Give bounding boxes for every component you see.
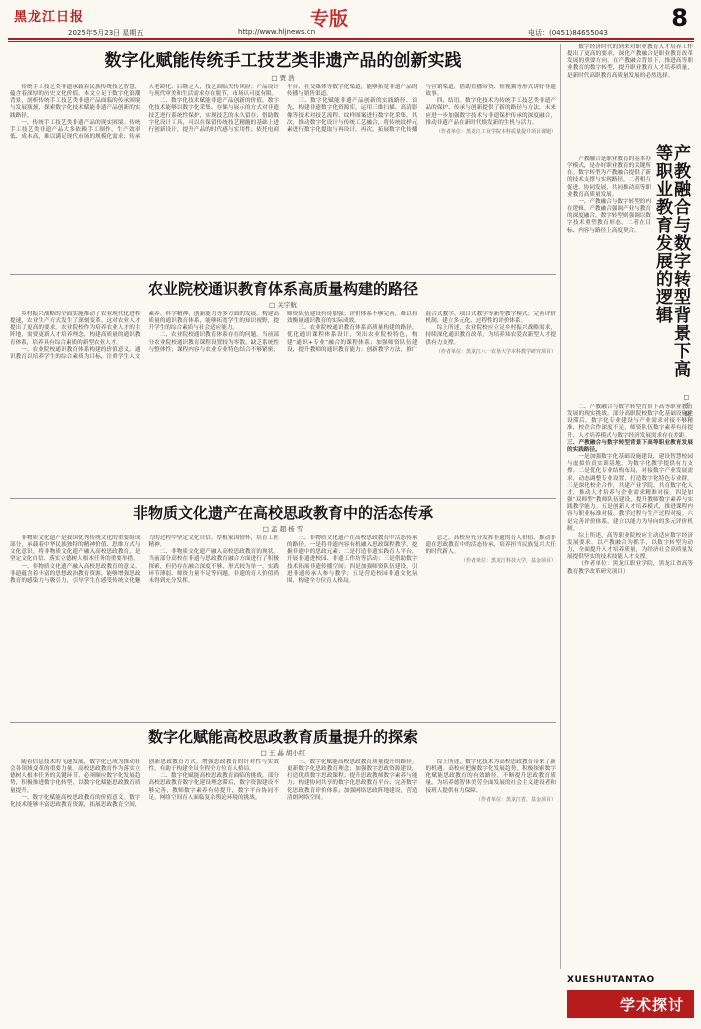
paragraph: 一、农业院校通识教育体系构建的价值意义。通识教育以培养学生的综合素质为目标，注重学生人文素养、科学精神、创新能力等多方面的发展。构建高质量的通识教育体系，能够拓宽学生的知识视野，提升学生的综合素质与社会适应能力。 xyxy=(10,311,279,360)
paragraph: 一、产教融合与数字转型的内在逻辑。产教融合强调产业与教育的深度融合，数字转型则强调以数字技术重塑教育形态，二者在目标、内容与路径上高度契合。 xyxy=(567,198,651,234)
paragraph: 三、农业院校通识教育体系高质量构建的路径。优化通识课程体系设计，突出农业院校特色，构建“通识+专业”融合的课程体系；加强师资队伍建设，提升教师的通识教育能力；创新教学方法，推广混合式教学、项目式教学等新型教学模式；完善评价机制，建立多元化、过程性的评价体系。 xyxy=(287,311,556,353)
article-author: □ 王 晶 胡小红 xyxy=(260,749,306,757)
article-author: □ 贾 浩 xyxy=(271,74,295,82)
article-intangible-heritage xyxy=(10,502,556,733)
paragraph: 乡村振兴战略的全面实施推动了农业现代化进程提速，农业生产方式发生了深刻变革。这对农业人才提出了更高的要求。农业院校作为培养农业人才的主阵地，需要更新人才培养理念，构建高质量的通识教育体系，培养具有综合素质的新型农业人才。 xyxy=(10,311,141,346)
column-name: 学术探讨 xyxy=(619,996,684,1014)
website-url[interactable]: http://www.hljnews.cn xyxy=(238,28,316,36)
article-body xyxy=(10,759,556,1029)
author-affiliation: （作者单位：黑龙江职业学院，黑龙江省高等教育教学改革研究项目） xyxy=(567,561,693,575)
paragraph: 一、数字化赋能高校思政教育的价值意义。数字化技术能够丰富思政教育资源，拓展思政教育空间，创新思政教育方式，增强思政教育的针对性与实效性，有助于构建全员全程全方位育人格局。 xyxy=(10,759,279,808)
paragraph: 二、产教融合与数字转型背景下高等职业教育发展的现实挑战。部分高职院校数字化基础设施建设滞后，数字化专业建设与产业需求对接不够精准，校企合作深度不足，师资队伍数字素养有待提升，人才培养模式与数字经济发展需求存在差距。 xyxy=(567,404,693,439)
article-title: 数字化赋能高校思政教育质量提升的探索 xyxy=(147,728,418,746)
author-affiliation: （作者单位：黑龙江八一农垦大学本科教学研究项目） xyxy=(435,348,556,355)
article-title: 非物质文化遗产在高校思政教育中的活态传承 xyxy=(132,504,433,522)
column-name-badge xyxy=(567,990,694,1018)
article-digital-ideological xyxy=(10,726,556,1029)
article-body xyxy=(10,535,556,733)
article-body xyxy=(10,84,556,288)
paragraph: 总之，高校应充分发挥非遗的育人价值，推动非遗在思政教育中的活态传承，培养担当民族复兴大任的时代新人。 xyxy=(425,535,556,556)
divider xyxy=(10,722,556,723)
author-affiliation: （作者单位：黑龙江省，基金项目） xyxy=(475,796,556,803)
side-article-body xyxy=(567,404,693,934)
paragraph: 综上所述，高等职业院校应主动适应数字经济发展要求，以产教融合为抓手，以数字转型为动力，全面提升人才培养质量，为经济社会高质量发展提供坚实的技术技能人才支撑。 xyxy=(567,532,693,561)
side-article-title: 产教融合与数字转型背景下高等职业教育发展的逻辑 xyxy=(652,144,690,378)
side-article-author: □ 王 晓 xyxy=(683,394,690,417)
header-rule xyxy=(8,38,694,40)
article-author: □ 孟 超 杨 雪 xyxy=(262,525,304,533)
page-header xyxy=(8,4,696,40)
article-title: 数字化赋能传统手工技艺类非遗产品的创新实践 xyxy=(104,51,462,71)
divider xyxy=(10,274,556,275)
section-title: 专版 xyxy=(309,8,348,30)
phone-number: 电话：(0451)84655043 xyxy=(528,29,608,37)
column-name-pinyin: XUESHUTANTAO xyxy=(567,975,655,985)
paragraph: 一、非物质文化遗产融入高校思政教育的意义。非遗蕴含着丰富的思想政治教育资源，能够增强思政教育的感染力与吸引力，引导学生在感受传统文化魅力的过程中坚定文化自信，厚植家国情怀，培育工匠精神。 xyxy=(10,535,279,584)
paragraph: 综上所述，农业院校应立足乡村振兴战略需求，持续深化通识教育改革，为培养知农爱农新型人才提供有力支撑。 xyxy=(425,325,556,346)
paragraph: 数字经济时代的到来对职业教育人才培养工作提出了更高的要求，深化产教融合是职业教育改革发展的重要方向。在产教融合背景下，推进高等职业教育的数字转型，提升职业教育人才培养质量，是新时代高职教育高质量发展的必然选择。 xyxy=(567,44,693,79)
article-author: □ 关宇航 xyxy=(269,301,297,309)
paragraph: 非物质文化遗产是我国优秀传统文化的重要组成部分，承载着中华民族独特的精神价值、思维方式与文化意识。将非物质文化遗产融入高校思政教育，是坚定文化自信、落实立德树人根本任务的重要举措。 xyxy=(10,535,141,563)
paragraph: 四、结语。数字化技术为传统手工技艺类非遗产品的保护、传承与创新提供了新的路径与方法。未来应进一步加强数字技术与非遗保护传承的深度融合，推动非遗产品在新时代焕发新的生机与活力。 xyxy=(425,98,556,126)
paragraph: 综上所述，数字化技术为高校思政教育带来了新的机遇。高校应把握数字化发展趋势，积极探索数字化赋能思政教育的有效路径，不断提升思政教育质量，为培养德智体美劳全面发展的社会主义建设者和接班人提供有力保障。 xyxy=(425,759,556,794)
paragraph: 一是加强数字化基础设施建设，建设智慧校园与虚拟仿真实训基地，为数字化教学提供有力支撑。二是优化专业结构布局，对接数字产业发展需求，动态调整专业设置，打造数字化特色专业群。三是深化校企合作，共建产业学院、共育数字化人才，推动人才培养与企业需求精准对接。四是加强“双师型”教师队伍建设，提升教师数字素养与实践教学能力。五是创新人才培养模式，推进课程内容与职业标准对接、教学过程与生产过程对接。六是完善评价体系，建立以能力为导向的多元评价机制。 xyxy=(567,454,693,532)
paragraph: 二、数字化技术赋能非遗产品创新的价值。数字化技术能够以数字化采集、存储与展示的方式对非遗技艺进行系统性保护，实现技艺的永久留存；借助数字化设计工具，可以在保留传统技艺精髓的基础上进行创新设计，提升产品的时代感与实用性；依托电商平台、社交媒体等数字化渠道，能够拓宽非遗产品的传播与销售渠道。 xyxy=(148,84,418,133)
article-body xyxy=(10,311,556,509)
paragraph: 三、数字化赋能非遗产品创新的实践路径。首先，构建非遗数字化资源库，运用三维扫描、高清影像等技术对技艺流程、纹样图案进行数字化采集。其次，推动数字化设计与传统工艺融合，将传统纹样元素进行数字化提取与再设计。再次，拓展数字化传播与营销渠道，借助直播带货、短视频等形式讲好非遗故事。 xyxy=(287,84,556,133)
newspaper-name: 黑龙江日报 xyxy=(14,10,85,25)
column-divider xyxy=(560,44,561,969)
publish-date: 2025年5月23日 星期五 xyxy=(68,29,144,37)
paragraph: 一、传统手工技艺类非遗产品的现实困境。传统手工技艺类非遗产品大多依赖手工制作，生产效率低、成本高，难以满足现代市场的规模化需求；传承人老龄化、后继乏人，技艺面临失传风险；产品设计与现代审美和生活需求存在脱节，市场认可度有限。 xyxy=(10,84,279,141)
article-digital-heritage xyxy=(10,46,556,288)
subheading: 三、产教融合与数字转型背景下高等职业教育发展的实践路径。 xyxy=(567,439,693,453)
paragraph: 二、农业院校通识教育体系存在的问题。当前部分农业院校通识教育课程设置较为零散，缺乏系统性与整体性；课程内容与农业专业特色结合不够紧密；师资队伍建设有待加强；评价体系不够完善，难以有效衡量通识教育的实际成效。 xyxy=(148,311,418,353)
paragraph: 产教融合是职业教育的基本办学模式，是办好职业教育的关键所在。数字转型为产教融合提供了新的技术支撑与实现路径，二者相互促进、协同发展，共同推动高等职业教育高质量发展。 xyxy=(567,156,651,198)
paragraph: 二、数字化赋能高校思政教育面临的挑战。部分高校思政教育数字化建设理念滞后，数字资源建设不够完善，教师数字素养有待提升，数字平台协同不足，网络空间育人面临复杂舆论环境的挑战。 xyxy=(148,773,279,801)
article-agri-education xyxy=(10,278,556,509)
article-title: 农业院校通识教育体系高质量构建的路径 xyxy=(147,280,418,298)
page-number: 8 xyxy=(671,4,688,32)
header-rule-thin xyxy=(8,41,694,42)
author-affiliation: （作者单位：黑龙江工业学院本科质量提升项目课题） xyxy=(435,128,556,135)
side-article-body-left xyxy=(567,156,651,400)
paragraph: 随着信息技术的飞速发展，数字化已成为推动社会各领域变革的重要力量。高校思政教育作为落实立德树人根本任务的关键环节，必须顺应数字化发展趋势，积极推进数字化转型，以数字化赋能思政教育质量提升。 xyxy=(10,759,141,794)
author-affiliation: （作者单位：黑龙江科技大学，基金项目） xyxy=(460,558,556,565)
side-article-intro xyxy=(567,44,693,156)
paragraph: 传统手工技艺类非遗承载着民族传统技艺智慧，蕴含着深厚的历史文化价值。本文立足于数字化浪潮背景，剖析传统手工技艺类非遗产品面临的传承困境与发展瓶颈，探索数字化技术赋能非遗产品创新的实践路径。 xyxy=(10,84,141,119)
paragraph: 三、数字化赋能高校思政教育质量提升的路径。更新数字化思政教育理念；加强数字思政资源建设，打造优质数字思政课程；提升思政教师数字素养与能力；构建协同共享的数字化思政教育平台；完善数字化思政教育评价体系；加强网络思政阵地建设，营造清朗网络空间。 xyxy=(287,759,418,801)
paragraph: 三、非物质文化遗产在高校思政教育中活态传承的路径。一是将非遗内容有机融入思政课程教学，挖掘非遗中的思政元素；二是打造非遗实践育人平台，开展非遗进校园、非遗工作坊等活动；三是借助数字技术拓展非遗传播空间；四是加强师资队伍建设，引进非遗传承人参与教学；五是营造校园非遗文化氛围，构建全方位育人格局。 xyxy=(287,535,418,584)
side-article-vocational xyxy=(567,44,693,939)
divider xyxy=(10,498,556,499)
paragraph: 二、非物质文化遗产融入高校思政教育的现状。当前部分高校在非遗与思政教育融合方面进行了积极探索，但仍存在融合深度不够、形式较为单一、实践环节薄弱、师资力量不足等问题，非遗的育人价值尚未得到充分发挥。 xyxy=(148,549,279,584)
